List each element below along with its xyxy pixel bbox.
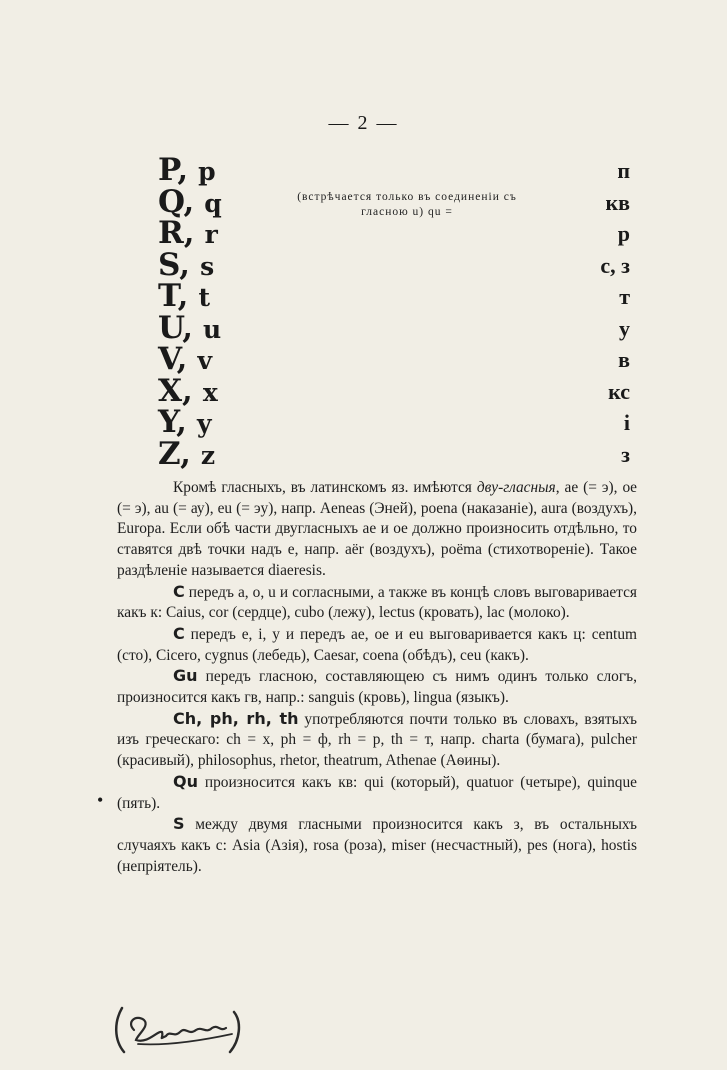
q-note-line: гласною u) qu = [361, 206, 453, 218]
paragraph-text: употребляются почти только въ словахъ, взятыхъ изъ греческаго: ch = х, ph = ф, rh = р, th = т, напр. charta (бумага), pulcher (красивый), philosophus, rhetor, theatrum, Athenae (Аѳины). [117, 710, 637, 770]
pronunciation: т [619, 284, 630, 309]
letter-lower: q [204, 188, 222, 218]
paragraph-lead: Gu [173, 666, 198, 686]
paragraph-c-hard [117, 582, 637, 624]
body-text [117, 478, 637, 877]
letter-lower: y [196, 409, 212, 438]
letter-upper: S, [158, 246, 191, 283]
pronunciation-column [560, 155, 630, 470]
letter-lower: v [197, 346, 212, 375]
letter-upper: T, [158, 278, 189, 314]
margin-mark: • [97, 790, 104, 810]
paragraph-lead: Ch, ph, rh, th [173, 708, 299, 728]
paragraph-lead: S [173, 814, 185, 834]
letter-upper: V, [158, 341, 188, 377]
pronunciation: р [617, 221, 630, 246]
letter-lower: p [198, 157, 216, 186]
pronunciation: у [619, 315, 630, 341]
paragraph-text: передъ гласною, составляющею съ нимъ одинъ только слогъ, произносится какъ гв, напр.: sanguis (кровь), lingua (языкъ). [117, 668, 637, 707]
paragraph-text: передъ a, o, u и согласными, а также въ концѣ словъ выговаривается какъ к: Caius, cor (сердце), cubo (лежу), lectus (кровать), lac (молоко). [117, 583, 637, 622]
pronunciation: с, з [600, 252, 630, 278]
letter-upper: U, [158, 309, 193, 346]
handwritten-signature [108, 1000, 248, 1060]
paragraph-text: произносится какъ кв: qui (который), quatuor (четыре), quinque (пять). [117, 773, 637, 812]
letter-upper: P, [158, 152, 189, 188]
q-note [258, 190, 556, 220]
letter-row [158, 309, 288, 346]
letter-upper: Y, [158, 404, 187, 440]
letter-row [158, 435, 288, 472]
pronunciation: з [621, 441, 630, 467]
paragraph-lead: C [173, 581, 185, 601]
letter-lower: t [198, 283, 211, 312]
pronunciation: п [617, 158, 630, 183]
letter-row [158, 278, 288, 314]
pronunciation: i [623, 410, 630, 435]
paragraph-text: между двумя гласными произносится какъ з, въ остальныхъ случаяхъ какъ с: Asia (Азiя), rosa (роза), miser (несчастный), pes (нога), hostis (непрiятель). [117, 816, 637, 875]
paragraph-c-soft [117, 624, 637, 666]
paragraph-italic: дву-гласныя [476, 479, 556, 496]
letter-lower: u [202, 314, 222, 344]
paragraph-diphthongs [117, 478, 637, 582]
paragraph-gu [117, 666, 637, 708]
letter-lower: r [204, 220, 218, 249]
pronunciation: кс [608, 378, 630, 404]
letter-row [158, 404, 288, 440]
letter-upper: R, [158, 215, 195, 251]
letter-row [158, 215, 288, 251]
letter-row [158, 246, 288, 283]
pronunciation: кв [605, 189, 630, 215]
letter-upper: Z, [158, 435, 191, 472]
letter-upper: Q, [158, 183, 195, 220]
letter-row [158, 341, 288, 377]
letter-row [158, 152, 288, 188]
paragraph-text: , ae (= э), oe (= э), au (= ау), eu (= эу), напр. Aeneas (Эней), poena (наказанiе), aura (воздухъ), Europa. Если обѣ части двугласныхъ ae и oe должно произносить отдѣльно, то ставятся двѣ точки надъ e, напр. aër (воздухъ), poëma (стихотворенiе). Такое раздѣленiе называется diaeresis. [117, 479, 637, 579]
letter-row [158, 372, 288, 409]
paragraph-text: Кромѣ гласныхъ, въ латинскомъ яз. имѣются [173, 479, 477, 496]
paragraph-text: передъ e, i, y и передъ ae, oe и eu выговаривается какъ ц: centum (сто), Cicero, cygnus (лебедь), Caesar, coena (обѣдъ), ceu (какъ). [117, 625, 637, 664]
q-note-line: (встрѣчается только въ соединенiи съ [297, 191, 517, 203]
letter-lower: s [200, 251, 215, 281]
paragraph-greek [117, 709, 637, 772]
paragraph-lead: C [173, 623, 185, 643]
paragraph-qu [117, 772, 637, 814]
letter-upper: X, [158, 372, 193, 409]
pronunciation: в [618, 347, 630, 372]
letter-lower: z [200, 440, 216, 470]
paragraph-s [117, 814, 637, 877]
letter-lower: x [202, 377, 218, 407]
page-number: — 2 — [328, 112, 399, 134]
paragraph-lead: Qu [173, 771, 198, 791]
